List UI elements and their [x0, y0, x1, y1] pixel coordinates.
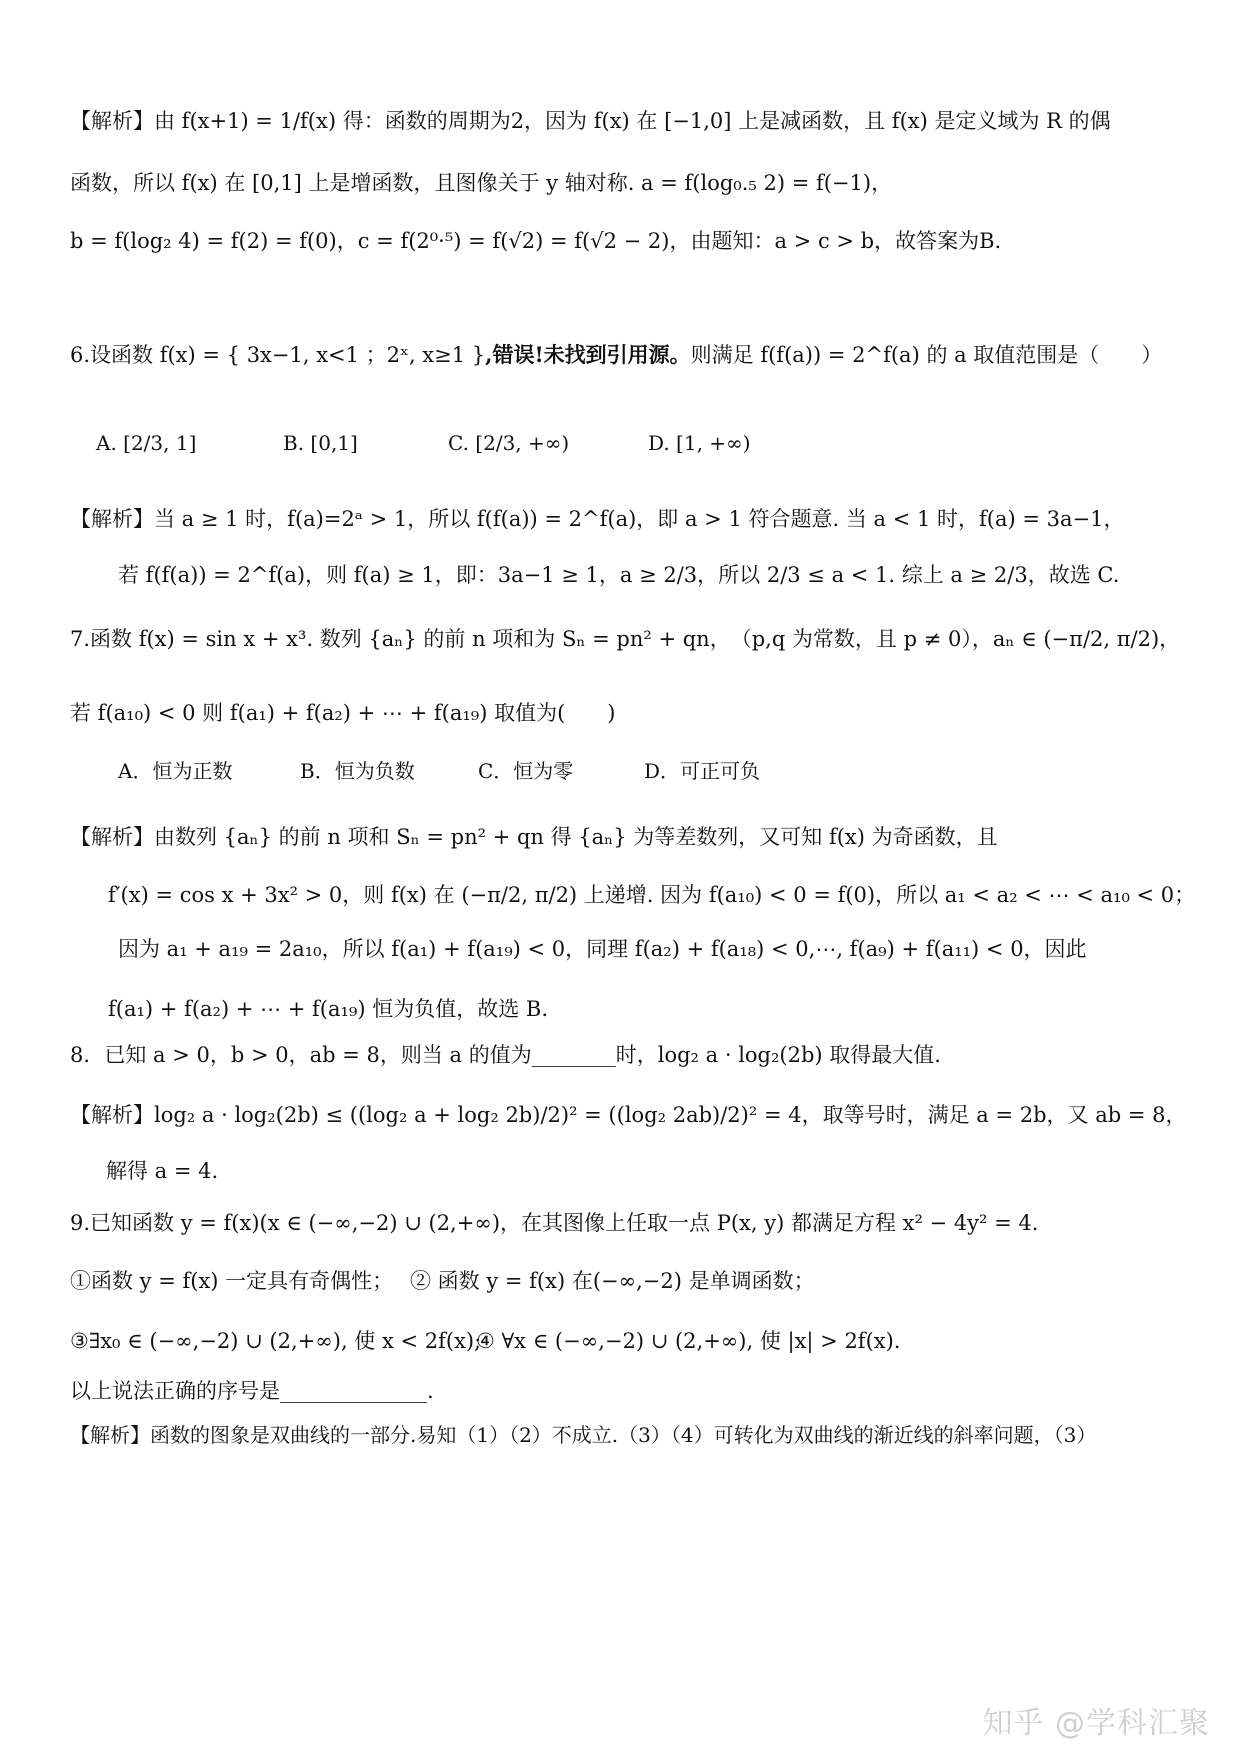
q8-solution-line2: 解得 a = 4. [106, 1159, 219, 1183]
q7-solution-line3: 因为 a₁ + a₁₉ = 2a₁₀，所以 f(a₁) + f(a₁₉) < 0，同理 f(a₂) + f(a₁₈) < 0,⋯, f(a₉) + f(a₁₁) < 0，因此 [118, 937, 1087, 961]
q6-stem-end: 则满足 f(f(a)) = 2^f(a) 的 a 取值范围是（ ） [690, 343, 1163, 367]
q7-stem-line1: 7.函数 f(x) = sin x + x³. 数列 {aₙ} 的前 n 项和为 Sₙ = pn² + qn， （p,q 为常数，且 p ≠ 0），aₙ ∈ (−π/2, π/2)， [70, 627, 1181, 651]
q8-solution-line1: 【解析】log₂ a · log₂(2b) ≤ ((log₂ a + log₂ 2b)/2)² = ((log₂ 2ab)/2)² = 4，取等号时，满足 a = 2b，又 ab = 8， [70, 1103, 1187, 1127]
q6-option-c: C. [2/3, +∞) [448, 431, 570, 455]
q9-stem: 9.已知函数 y = f(x)(x ∈ (−∞,−2) ∪ (2,+∞)，在其图像上任取一点 P(x, y) 都满足方程 x² − 4y² = 4. [70, 1211, 1039, 1235]
q8-stem: 8．已知 a > 0，b > 0，ab = 8，则当 a 的值为________时，log₂ a · log₂(2b) 取得最大值. [70, 1043, 941, 1067]
q9-item2: ② 函数 y = f(x) 在(−∞,−2) 是单调函数； [410, 1269, 815, 1293]
q6-solution-line1: 【解析】当 a ≥ 1 时，f(a)=2ᵃ > 1，所以 f(f(a)) = 2^f(a)，即 a > 1 符合题意. 当 a < 1 时，f(a) = 3a−1， [70, 507, 1125, 531]
q6-solution-line2: 若 f(f(a)) = 2^f(a)，则 f(a) ≥ 1，即：3a−1 ≥ 1，a ≥ 2/3，所以 2/3 ≤ a < 1. 综上 a ≥ 2/3，故选 C. [118, 563, 1120, 587]
watermark: 知乎 @学科汇聚 [982, 1706, 1210, 1741]
q9-solution-line1: 【解析】函数的图象是双曲线的一部分.易知（1）（2）不成立.（3）（4）可转化为双曲线的渐近线的斜率问题，（3） [70, 1423, 1097, 1447]
q9-item4: ④ ∀x ∈ (−∞,−2) ∪ (2,+∞), 使 |x| > 2f(x). [476, 1329, 901, 1353]
q7-option-b: B．恒为负数 [300, 759, 415, 783]
q5-solution-line2: 函数，所以 f(x) 在 [0,1] 上是增函数，且图像关于 y 轴对称. a = f(log₀.₅ 2) = f(−1)， [70, 171, 893, 195]
q6-error-text: ,错误!未找到引用源。 [485, 342, 691, 367]
q5-solution-line3: b = f(log₂ 4) = f(2) = f(0)，c = f(2⁰·⁵) = f(√2) = f(√2 − 2)，由题知：a > c > b，故答案为B. [70, 229, 1002, 253]
q7-option-d: D．可正可负 [644, 759, 761, 783]
q6-option-b: B. [0,1] [283, 431, 358, 455]
q6-option-a: A. [2/3, 1] [96, 431, 197, 455]
q9-blank-line: 以上说法正确的序号是______________. [70, 1379, 434, 1403]
q6-stem [70, 340, 1162, 370]
q9-item1: ①函数 y = f(x) 一定具有奇偶性； [70, 1269, 394, 1293]
q5-solution-line1: 【解析】由 f(x+1) = 1/f(x) 得：函数的周期为2，因为 f(x) 在 [−1,0] 上是减函数，且 f(x) 是定义域为 R 的偶 [70, 109, 1111, 133]
q7-option-a: A．恒为正数 [118, 759, 233, 783]
q9-item3: ③∃x₀ ∈ (−∞,−2) ∪ (2,+∞), 使 x < 2f(x); [70, 1329, 482, 1353]
q7-solution-line4: f(a₁) + f(a₂) + ⋯ + f(a₁₉) 恒为负值，故选 B. [108, 997, 549, 1021]
q7-option-c: C．恒为零 [478, 759, 574, 783]
q7-solution-line1: 【解析】由数列 {aₙ} 的前 n 项和 Sₙ = pn² + qn 得 {aₙ} 为等差数列，又可知 f(x) 为奇函数，且 [70, 825, 998, 849]
q7-solution-line2: f′(x) = cos x + 3x² > 0，则 f(x) 在 (−π/2, π/2) 上递增. 因为 f(a₁₀) < 0 = f(0)，所以 a₁ < a₂ < ⋯ < a₁₀ < 0； [108, 883, 1196, 907]
q6-option-d: D. [1, +∞) [648, 431, 751, 455]
q7-stem-line2: 若 f(a₁₀) < 0 则 f(a₁) + f(a₂) + ⋯ + f(a₁₉) 取值为( ) [70, 701, 616, 725]
q6-stem-start: 6.设函数 f(x) = { 3x−1, x<1 ；2ˣ, x≥1 } [70, 343, 486, 367]
